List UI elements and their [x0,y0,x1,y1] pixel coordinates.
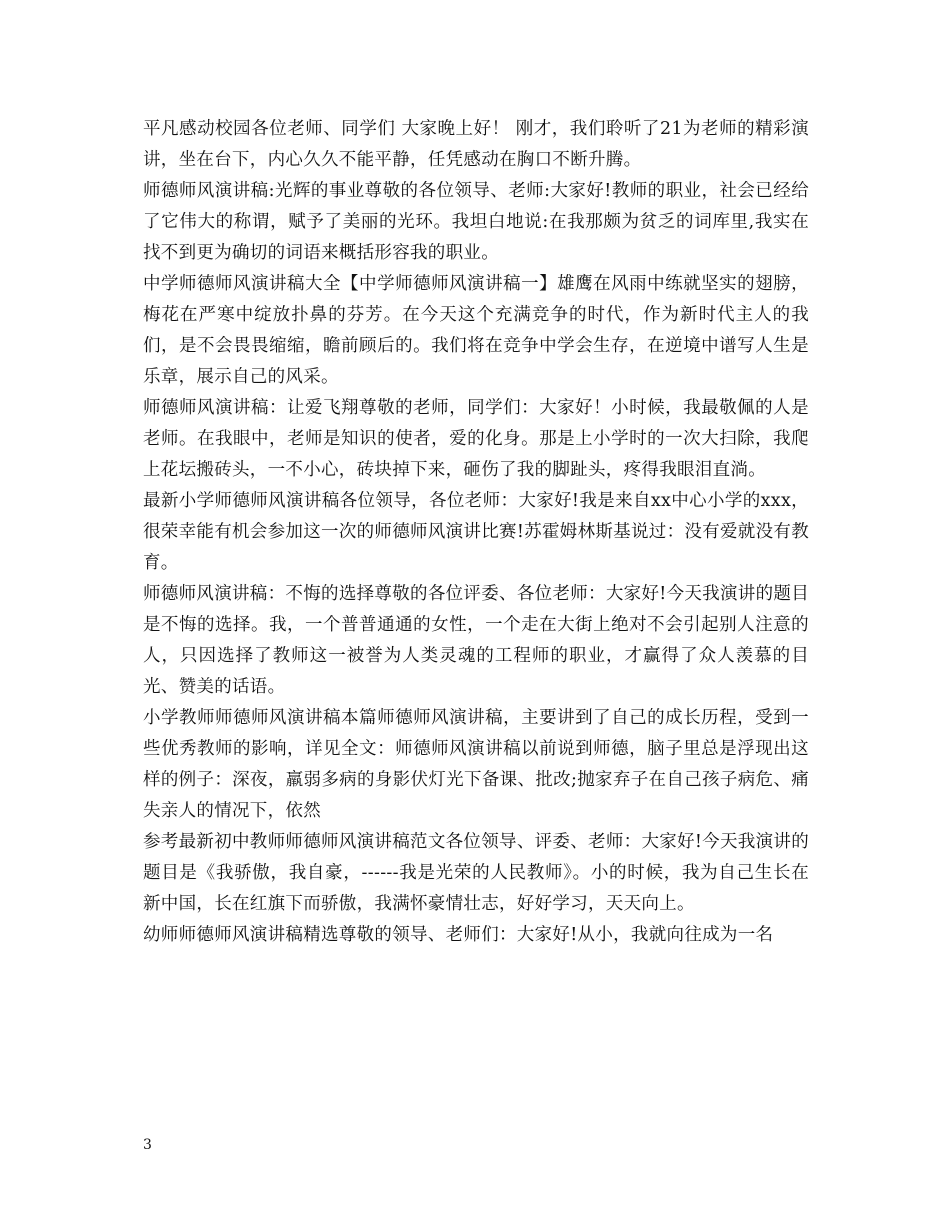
paragraph: 师德师风演讲稿：不悔的选择尊敬的各位评委、各位老师：大家好!今天我演讲的题目是不悔的选择。我，一个普普通通的女性，一个走在大街上绝对不会引起别人注意的人，只因选择了教师这一被誉为人类灵魂的工程师的职业，才赢得了众人羡慕的目光、赞美的话语。 [143,584,809,697]
paragraph: 幼师师德师风演讲稿精选尊敬的领导、老师们：大家好!从小，我就向往成为一名 [143,925,774,945]
paragraph: 平凡感动校园各位老师、同学们 大家晚上好！ 刚才，我们聆听了21为老师的精彩演讲，坐在台下，内心久久不能平静，任凭感动在胸口不断升腾。 [143,119,809,170]
paragraph: 小学教师师德师风演讲稿本篇师德师风演讲稿，主要讲到了自己的成长历程，受到一些优秀教师的影响，详见全文：师德师风演讲稿以前说到师德，脑子里总是浮现出这样的例子：深夜，羸弱多病的身影伏灯光下备课、批改;抛家弃子在自己孩子病危、痛失亲人的情况下，依然 [143,708,809,821]
paragraph: 师德师风演讲稿：让爱飞翔尊敬的老师，同学们：大家好！小时候，我最敬佩的人是老师。在我眼中，老师是知识的使者，爱的化身。那是上小学时的一次大扫除，我爬上花坛搬砖头，一不小心，砖块掉下来，砸伤了我的脚趾头，疼得我眼泪直淌。 [143,398,809,480]
paragraph: 最新小学师德师风演讲稿各位领导，各位老师：大家好!我是来自xx中心小学的xxx，很荣幸能有机会参加这一次的师德师风演讲比赛!苏霍姆林斯基说过：没有爱就没有教育。 [143,491,809,573]
paragraph: 师德师风演讲稿:光辉的事业尊敬的各位领导、老师:大家好!教师的职业，社会已经给了它伟大的称谓，赋予了美丽的光环。我坦白地说:在我那颇为贫乏的词库里,我实在找不到更为确切的词语来概括形容我的职业。 [143,181,809,263]
page-number: 3 [143,1137,152,1153]
paragraph: 参考最新初中教师师德师风演讲稿范文各位领导、评委、老师：大家好!今天我演讲的题目是《我骄傲，我自豪，------我是光荣的人民教师》。小的时候，我为自己生长在新中国，长在红旗下而骄傲，我满怀豪情壮志，好好学习，天天向上。 [143,832,809,914]
document-body [143,114,809,951]
paragraph: 中学师德师风演讲稿大全【中学师德师风演讲稿一】雄鹰在风雨中练就坚实的翅膀，梅花在严寒中绽放扑鼻的芬芳。在今天这个充满竞争的时代，作为新时代主人的我们，是不会畏畏缩缩，瞻前顾后的。我们将在竞争中学会生存，在逆境中谱写人生是乐章，展示自己的风采。 [143,274,809,387]
